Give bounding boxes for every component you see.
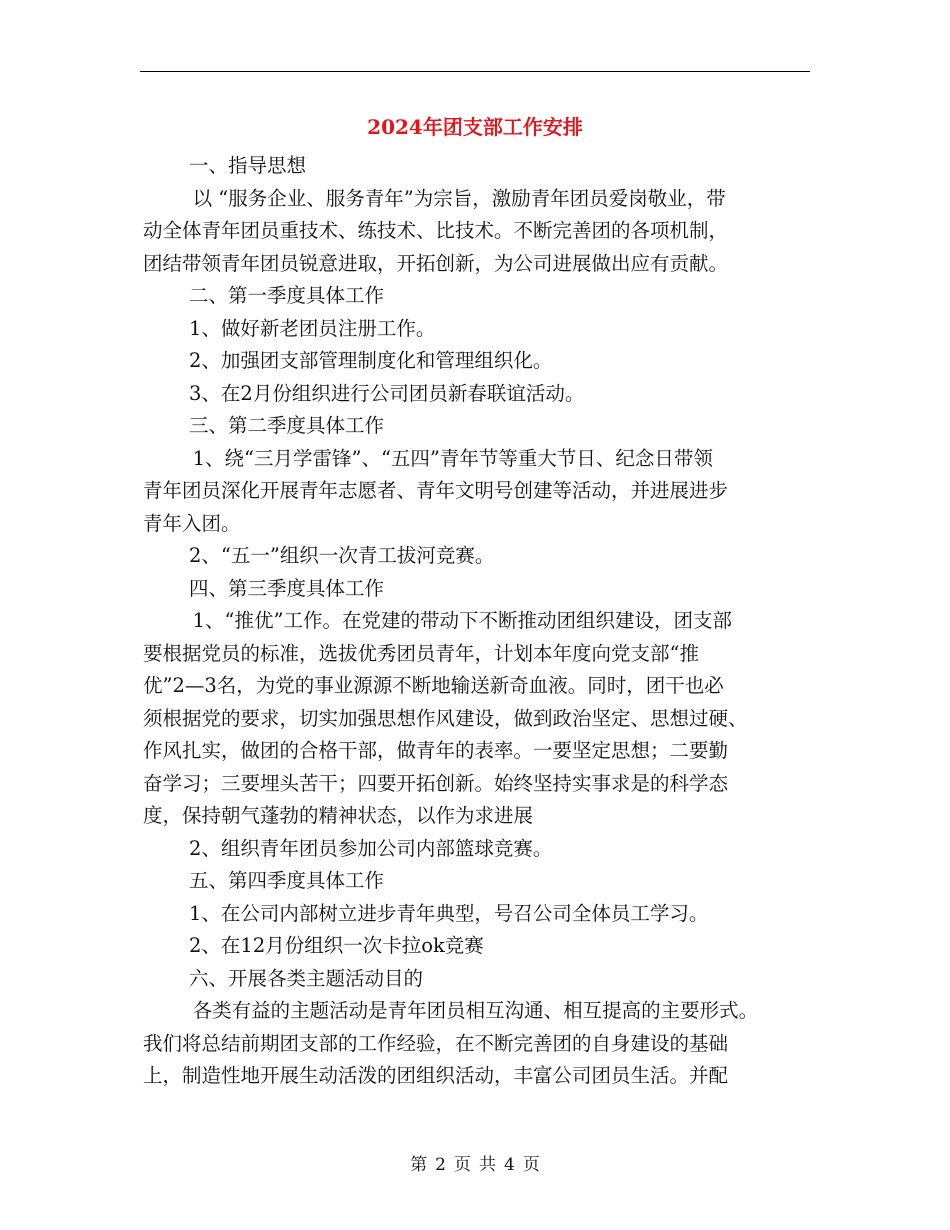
paragraph-line: 团结带领青年团员锐意进取，开拓创新，为公司进展做出应有贡献。	[143, 251, 729, 275]
body-paragraph	[143, 443, 813, 541]
section-line: 2、“五一”组织一次青工拔河竞赛。	[189, 544, 495, 567]
body-paragraph	[143, 183, 813, 281]
section-line: 1、在公司内部树立进步青年典型，号召公司全体员工学习。	[189, 901, 709, 925]
body-paragraph	[143, 605, 813, 833]
section-line: 六、开展各类主题活动目的	[189, 966, 424, 990]
footer-suffix: 页	[522, 1155, 540, 1175]
section-line: 四、第三季度具体工作	[189, 576, 385, 600]
paragraph-line: 要根据党员的标准，选拔优秀团员青年，计划本年度向党支部“推	[143, 641, 699, 665]
footer-prefix: 第	[410, 1155, 428, 1175]
paragraph-line: 各类有益的主题活动是青年团员相互沟通、相互提高的主要形式。	[143, 999, 759, 1022]
body-paragraph	[143, 995, 813, 1093]
section-line: 2、在12月份组织一次卡拉ok竞赛	[189, 934, 484, 957]
paragraph-line: 奋学习；三要埋头苦干；四要开拓创新。始终坚持实事求是的科学态	[143, 771, 729, 795]
document-title: 2024年团支部工作安排	[367, 115, 583, 139]
footer-total-pages: 4	[504, 1155, 515, 1175]
paragraph-line: 1、绕“三月学雷锋”、“五四”青年节等重大节日、纪念日带领	[143, 446, 713, 470]
paragraph-line: 青年团员深化开展青年志愿者、青年文明号创建等活动，并进展进步	[143, 479, 729, 502]
section-line: 2、组织青年团员参加公司内部篮球竞赛。	[189, 836, 553, 860]
footer-page-label: 页	[454, 1155, 471, 1175]
section-line: 一、指导思想	[189, 154, 307, 177]
paragraph-line: 作风扎实，做团的合格干部，做青年的表率。一要坚定思想；二要勤	[143, 739, 729, 762]
paragraph-line: 优”2—3名，为党的事业源源不断地输送新奇血液。同时，团干也必	[143, 674, 724, 697]
section-line: 2、加强团支部管理制度化和管理组织化。	[189, 349, 553, 372]
section-line: 五、第四季度具体工作	[189, 869, 385, 892]
paragraph-line: 1、“推优”工作。在党建的带动下不断推动团组织建设，团支部	[143, 609, 732, 632]
paragraph-line: 动全体青年团员重技术、练技术、比技术。不断完善团的各项机制，	[143, 219, 729, 242]
page-footer	[0, 1153, 950, 1177]
paragraph-line: 须根据党的要求，切实加强思想作风建设，做到政治坚定、思想过硬、	[143, 706, 748, 730]
paragraph-line: 青年入团。	[143, 511, 241, 535]
header-rule	[140, 71, 810, 72]
footer-total-label: 共	[479, 1155, 496, 1175]
paragraph-line: 上，制造性地开展生动活泼的团组织活动，丰富公司团员生活。并配	[143, 1064, 729, 1087]
document-body	[143, 150, 813, 1093]
section-line: 3、在2月份组织进行公司团员新春联谊活动。	[189, 381, 585, 405]
paragraph-line: 我们将总结前期团支部的工作经验，在不断完善团的自身建设的基础	[143, 1031, 729, 1055]
footer-page-number: 2	[435, 1155, 446, 1175]
section-line: 1、做好新老团员注册工作。	[189, 316, 436, 340]
section-line: 三、第二季度具体工作	[189, 414, 385, 437]
paragraph-line: 度，保持朝气蓬勃的精神状态，以作为求进展	[143, 804, 534, 827]
paragraph-line: 以 “服务企业、服务青年”为宗旨，激励青年团员爱岗敬业，带	[143, 186, 726, 210]
section-line: 二、第一季度具体工作	[189, 284, 385, 307]
